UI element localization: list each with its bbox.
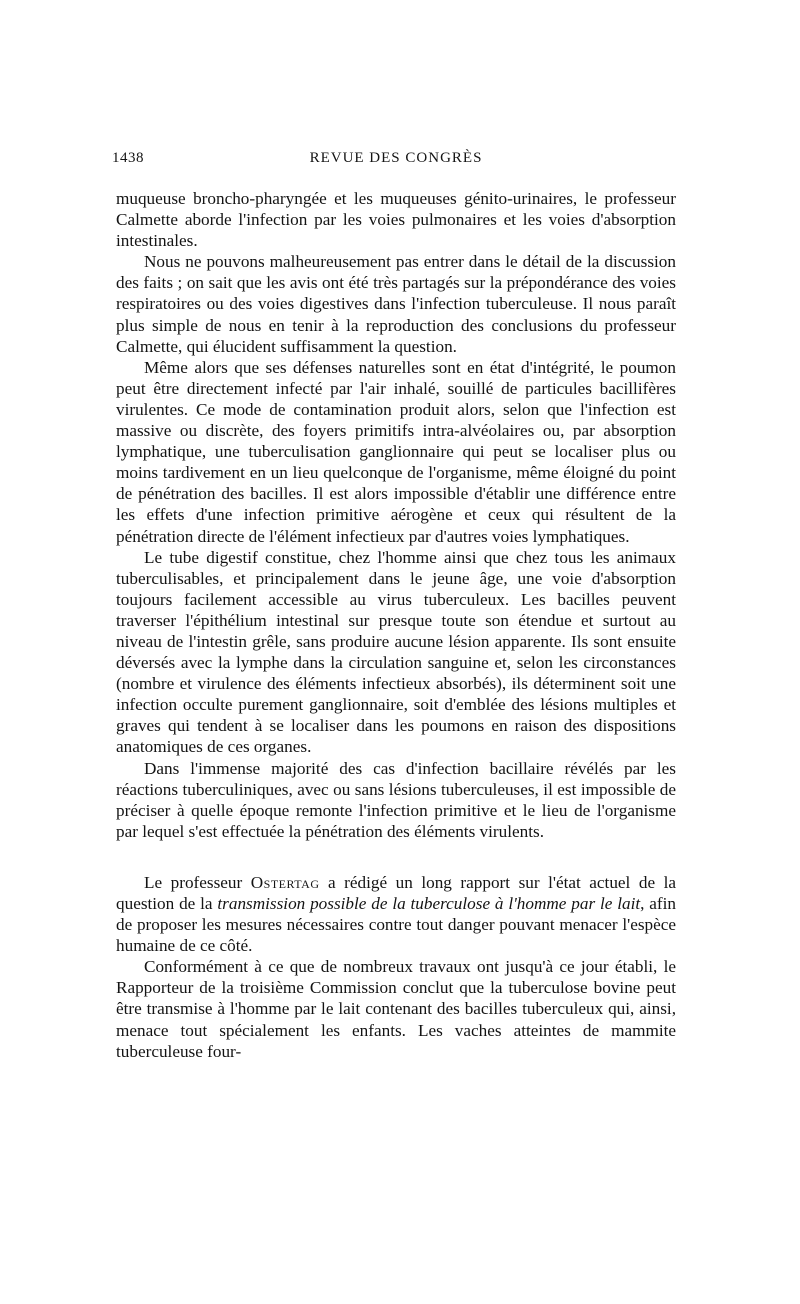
section-break: [116, 842, 676, 872]
paragraph-7: Conformément à ce que de nombreux travaux ont jusqu'à ce jour établi, le Rapporteur de la troisième Commission conclut que la tuberculose bovine peut être transmise à l'homme par le lait contenant des bacilles tuberculeux qui, ainsi, menace tout spécialement les enfants. Les vaches atteintes de mammite tuberculeuse four-: [116, 957, 676, 1061]
page-number: 1438: [112, 150, 144, 166]
author-name-ostertag: Ostertag: [250, 872, 320, 892]
running-title: REVUE DES CONGRÈS: [309, 150, 483, 166]
paragraph-3: Même alors que ses défenses naturelles sont en état d'intégrité, le poumon peut être directement infecté par l'air inhalé, souillé de particules bacillifères virulentes. Ce mode de contamination produit alors, selon que l'infection est massive ou discrète, des foyers primitifs intra-alvéolaires ou, par absorption lymphatique, une tuberculisation ganglionnaire qui peut se localiser plus ou moins tardivement en un lieu quelconque de l'organisme, même éloigné du point de pénétration des bacilles. Il est alors impossible d'établir une différence entre les effets d'une infection primitive aérogène et ceux qui résultent de la pénétration directe de l'élément infectieux par d'autres voies lymphatiques.: [116, 357, 676, 546]
paragraph-4: Le tube digestif constitue, chez l'homme ainsi que chez tous les animaux tuberculisables, et principalement dans le jeune âge, une voie d'absorption toujours facilement accessible au virus tuberculeux. Les bacilles peuvent traverser l'épithélium intestinal sur presque toute son étendue et surtout au niveau de l'intestin grêle, sans produire aucune lésion apparente. Ils sont ensuite déversés avec la lymphe dans la circulation sanguine et, selon les circonstances (nombre et virulence des éléments infectieux absorbés), ils déterminent soit une infection occulte purement ganglionnaire, soit d'emblée des lésions multiples et graves qui tendent à se localiser dans les poumons en raison des dispositions anatomiques de ces organes.: [116, 547, 676, 757]
body-text: [116, 188, 676, 1062]
paragraph-6-end: , afin de proposer les mesures nécessaires contre tout danger pouvant menacer l'espèce humaine de ce côté.: [116, 894, 677, 956]
paragraph-1: muqueuse broncho-pharyngée et les muqueuses génito-urinaires, le professeur Calmette aborde l'infection par les voies pulmonaires et les voies d'absorption intestinales.: [116, 189, 676, 251]
paragraph-2: Nous ne pouvons malheureusement pas entrer dans le détail de la discussion des faits ; on sait que les avis ont été très partagés sur la prépondérance des voies respiratoires ou des voies digestives dans l'infection tuberculeuse. Il nous paraît plus simple de nous en tenir à la reproduction des conclusions du professeur Calmette, qui élucident suffisamment la question.: [116, 252, 676, 356]
paragraph-6: [116, 872, 676, 956]
paragraph-6-mid: a rédigé un long rapport sur l'état actuel de la question de la: [116, 872, 676, 913]
report-title: transmission possible de la tuberculose à l'homme par le lait: [217, 894, 641, 913]
page: [112, 150, 677, 1062]
paragraph-5: Dans l'immense majorité des cas d'infection bacillaire révélés par les réactions tuberculiniques, avec ou sans lésions tuberculeuses, il est impossible de préciser à quelle époque remonte l'infection primitive et le lieu de l'organisme par lequel s'est effectuée la pénétration des éléments virulents.: [116, 758, 676, 841]
running-header: [112, 150, 676, 178]
paragraph-6-start: Le professeur: [144, 872, 251, 892]
